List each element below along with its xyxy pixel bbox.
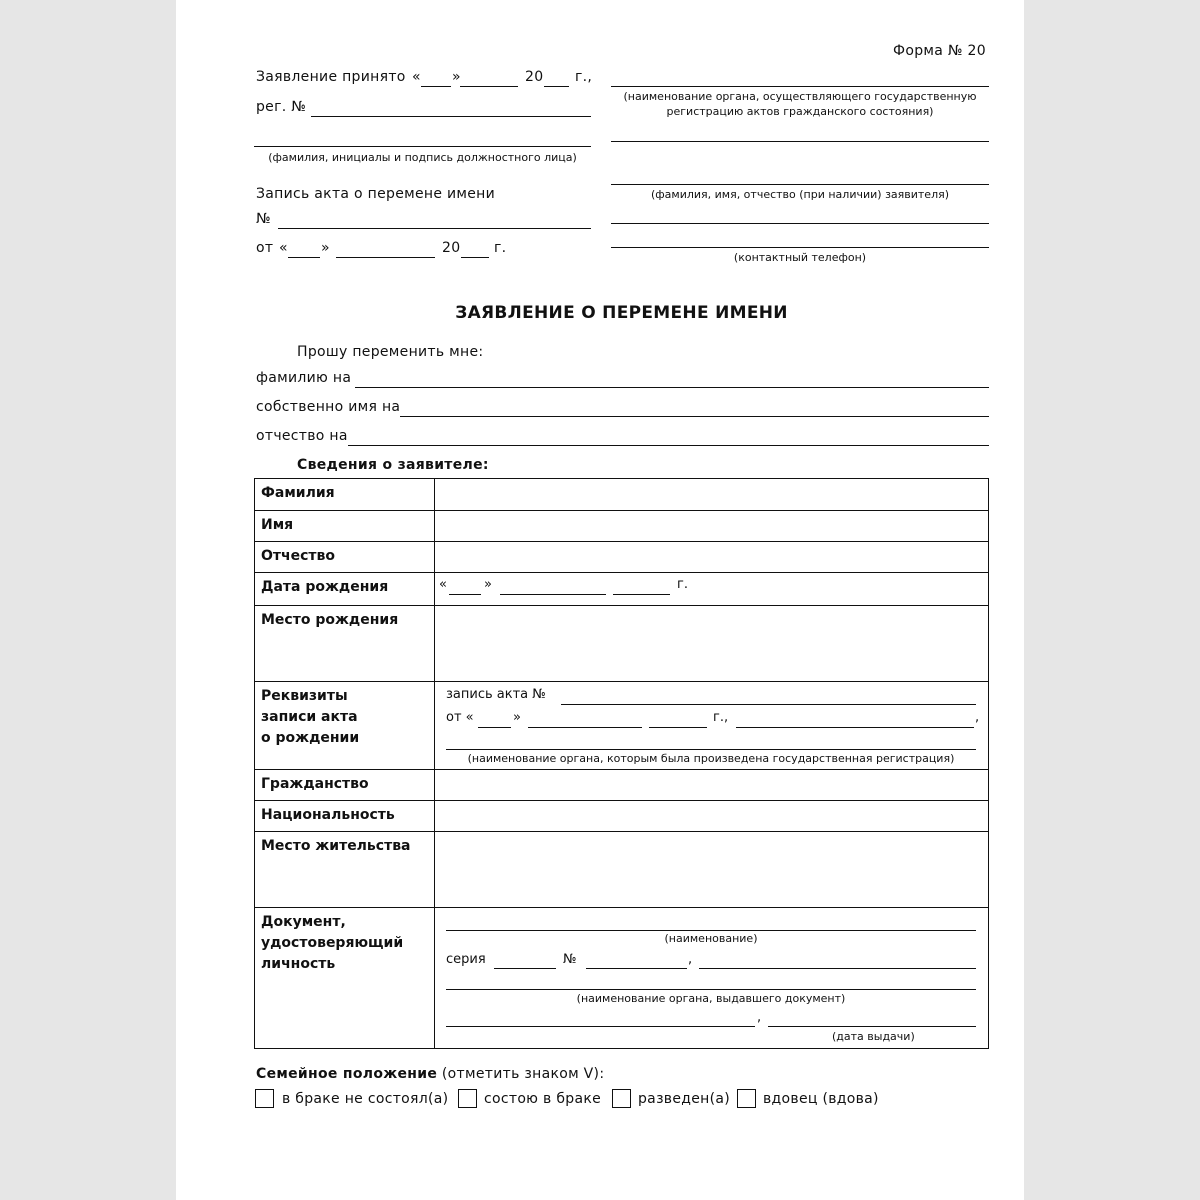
patronymic-cell-label: Отчество xyxy=(255,542,435,573)
marital-title xyxy=(256,1066,604,1082)
marital-option-checkbox[interactable] xyxy=(255,1089,274,1108)
applicant-table xyxy=(254,478,989,1049)
surname-cell-label: Фамилия xyxy=(255,479,435,511)
authority-caption-2: регистрацию актов гражданского состояния) xyxy=(666,105,934,118)
issuer-caption: (наименование органа, выдавшего документ) xyxy=(576,992,846,1005)
marital-option-label: разведен(а) xyxy=(638,1091,731,1107)
birth-year-suffix: г. xyxy=(677,577,688,592)
official-caption: (фамилия, инициалы и подпись должностного лица) xyxy=(268,151,577,164)
series-label: серия xyxy=(446,952,486,967)
act-record-label: Запись акта о перемене имени xyxy=(256,186,496,202)
record-year-suffix: г., xyxy=(713,710,729,725)
marital-option-label: состою в браке xyxy=(484,1091,601,1107)
issue-date-caption: (дата выдачи) xyxy=(832,1030,915,1043)
table-row xyxy=(255,479,989,511)
reg-label: рег. № xyxy=(256,99,307,115)
applicant-info-title: Сведения о заявителе: xyxy=(297,457,489,473)
doc-no-label: № xyxy=(563,952,577,967)
act-from-label: от xyxy=(256,240,274,256)
record-authority-field[interactable] xyxy=(446,749,976,750)
record-year-field[interactable] xyxy=(649,727,707,728)
authority-caption-1: (наименование органа, осуществляющего государственную xyxy=(623,90,977,103)
page-title: ЗАЯВЛЕНИЕ О ПЕРЕМЕНЕ ИМЕНИ xyxy=(455,303,788,323)
birth-date-quote-close: » xyxy=(484,577,492,592)
marital-title-bold: Семейное положение xyxy=(256,1066,438,1082)
birth-month-field[interactable] xyxy=(500,594,606,595)
record-no-label: запись акта № xyxy=(446,687,546,702)
id-doc-cell-label xyxy=(255,908,435,1049)
act-day-field[interactable] xyxy=(288,257,320,258)
birth-record-cell-label xyxy=(255,682,435,770)
reg-number-field[interactable] xyxy=(311,116,591,117)
marital-option-checkbox[interactable] xyxy=(737,1089,756,1108)
official-signature-field[interactable] xyxy=(254,146,591,147)
name-label: собственно имя на xyxy=(256,399,401,415)
nationality-cell-value[interactable] xyxy=(435,801,989,832)
form-number: Форма № 20 xyxy=(893,43,986,59)
citizenship-cell-value[interactable] xyxy=(435,770,989,801)
applicant-line-2[interactable] xyxy=(611,184,989,185)
accepted-year-field[interactable] xyxy=(544,86,569,87)
marital-title-rest: (отметить знаком V): xyxy=(437,1066,605,1082)
name-cell-label: Имя xyxy=(255,511,435,542)
table-row xyxy=(255,606,989,682)
record-place-field[interactable] xyxy=(736,727,974,728)
act-year-suffix: г. xyxy=(494,240,507,256)
request-intro: Прошу переменить мне: xyxy=(297,344,484,360)
birth-year-field[interactable] xyxy=(613,594,670,595)
birth-day-field[interactable] xyxy=(449,594,481,595)
surname-label: фамилию на xyxy=(256,370,352,386)
issuer-line-2[interactable] xyxy=(446,1026,755,1027)
table-row xyxy=(255,542,989,573)
year-suffix: г., xyxy=(575,69,593,85)
marital-option-label: вдовец (вдова) xyxy=(763,1091,879,1107)
doc-name-field[interactable] xyxy=(446,930,976,931)
accepted-label: Заявление принято xyxy=(256,69,406,85)
applicant-caption: (фамилия, имя, отчество (при наличии) заявителя) xyxy=(650,188,950,201)
issuer-field[interactable] xyxy=(446,989,976,990)
applicant-line-1[interactable] xyxy=(611,141,989,142)
phone-field[interactable] xyxy=(611,247,989,248)
quote-open: « xyxy=(412,69,421,85)
marital-option-checkbox[interactable] xyxy=(612,1089,631,1108)
citizenship-cell-label: Гражданство xyxy=(255,770,435,801)
accepted-day-field[interactable] xyxy=(421,86,451,87)
birth-record-label-3: о рождении xyxy=(261,730,360,746)
birth-date-cell-value xyxy=(435,573,989,606)
id-doc-label-2: удостоверяющий xyxy=(261,935,404,951)
residence-cell-value[interactable] xyxy=(435,832,989,908)
issue-comma: , xyxy=(757,1010,762,1025)
table-row xyxy=(255,801,989,832)
new-patronymic-field[interactable] xyxy=(348,445,989,446)
new-name-field[interactable] xyxy=(400,416,989,417)
birth-date-cell-label: Дата рождения xyxy=(255,573,435,606)
table-row xyxy=(255,573,989,606)
act-number-field[interactable] xyxy=(278,228,591,229)
birth-record-label-2: записи акта xyxy=(261,709,358,725)
accepted-month-field[interactable] xyxy=(460,86,518,87)
surname-cell-value[interactable] xyxy=(435,479,989,511)
record-comma: , xyxy=(975,710,980,725)
record-authority-caption: (наименование органа, которым была произведена государственная регистрация) xyxy=(467,752,955,765)
applicant-line-3[interactable] xyxy=(611,223,989,224)
residence-cell-label: Место жительства xyxy=(255,832,435,908)
table-row xyxy=(255,908,989,1049)
table-row xyxy=(255,682,989,770)
marital-option-label: в браке не состоял(а) xyxy=(282,1091,449,1107)
id-doc-label-3: личность xyxy=(261,956,336,972)
record-from-close: » xyxy=(513,710,521,725)
name-cell-value[interactable] xyxy=(435,511,989,542)
authority-field[interactable] xyxy=(611,86,989,87)
year-prefix: 20 xyxy=(525,69,544,85)
patronymic-cell-value[interactable] xyxy=(435,542,989,573)
act-year-field[interactable] xyxy=(461,257,489,258)
marital-option-checkbox[interactable] xyxy=(458,1089,477,1108)
birth-place-cell-label: Место рождения xyxy=(255,606,435,682)
birth-date-quote-open: « xyxy=(439,577,447,592)
nationality-cell-label: Национальность xyxy=(255,801,435,832)
table-row xyxy=(255,770,989,801)
patronymic-label: отчество на xyxy=(256,428,348,444)
act-quote-close: » xyxy=(321,240,330,256)
act-quote-open: « xyxy=(279,240,288,256)
record-number-field[interactable] xyxy=(561,704,976,705)
record-month-field[interactable] xyxy=(528,727,642,728)
phone-caption: (контактный телефон) xyxy=(733,251,867,264)
birth-record-label-1: Реквизиты xyxy=(261,688,348,704)
birth-place-cell-value[interactable] xyxy=(435,606,989,682)
birth-record-cell-value xyxy=(435,682,989,770)
table-row xyxy=(255,832,989,908)
id-doc-cell-value xyxy=(435,908,989,1049)
act-year-prefix: 20 xyxy=(442,240,461,256)
new-surname-field[interactable] xyxy=(355,387,989,388)
series-field[interactable] xyxy=(494,968,556,969)
doc-name-caption: (наименование) xyxy=(664,932,758,945)
table-row xyxy=(255,511,989,542)
id-doc-label-1: Документ, xyxy=(261,914,346,930)
act-month-field[interactable] xyxy=(336,257,435,258)
quote-close: » xyxy=(452,69,461,85)
record-day-field[interactable] xyxy=(478,727,511,728)
doc-number-field[interactable] xyxy=(586,968,687,969)
record-from-label: от « xyxy=(446,710,474,725)
doc-extra-field[interactable] xyxy=(699,968,976,969)
act-no-label: № xyxy=(256,211,271,227)
doc-comma: , xyxy=(688,952,693,967)
issue-date-field[interactable] xyxy=(768,1026,976,1027)
